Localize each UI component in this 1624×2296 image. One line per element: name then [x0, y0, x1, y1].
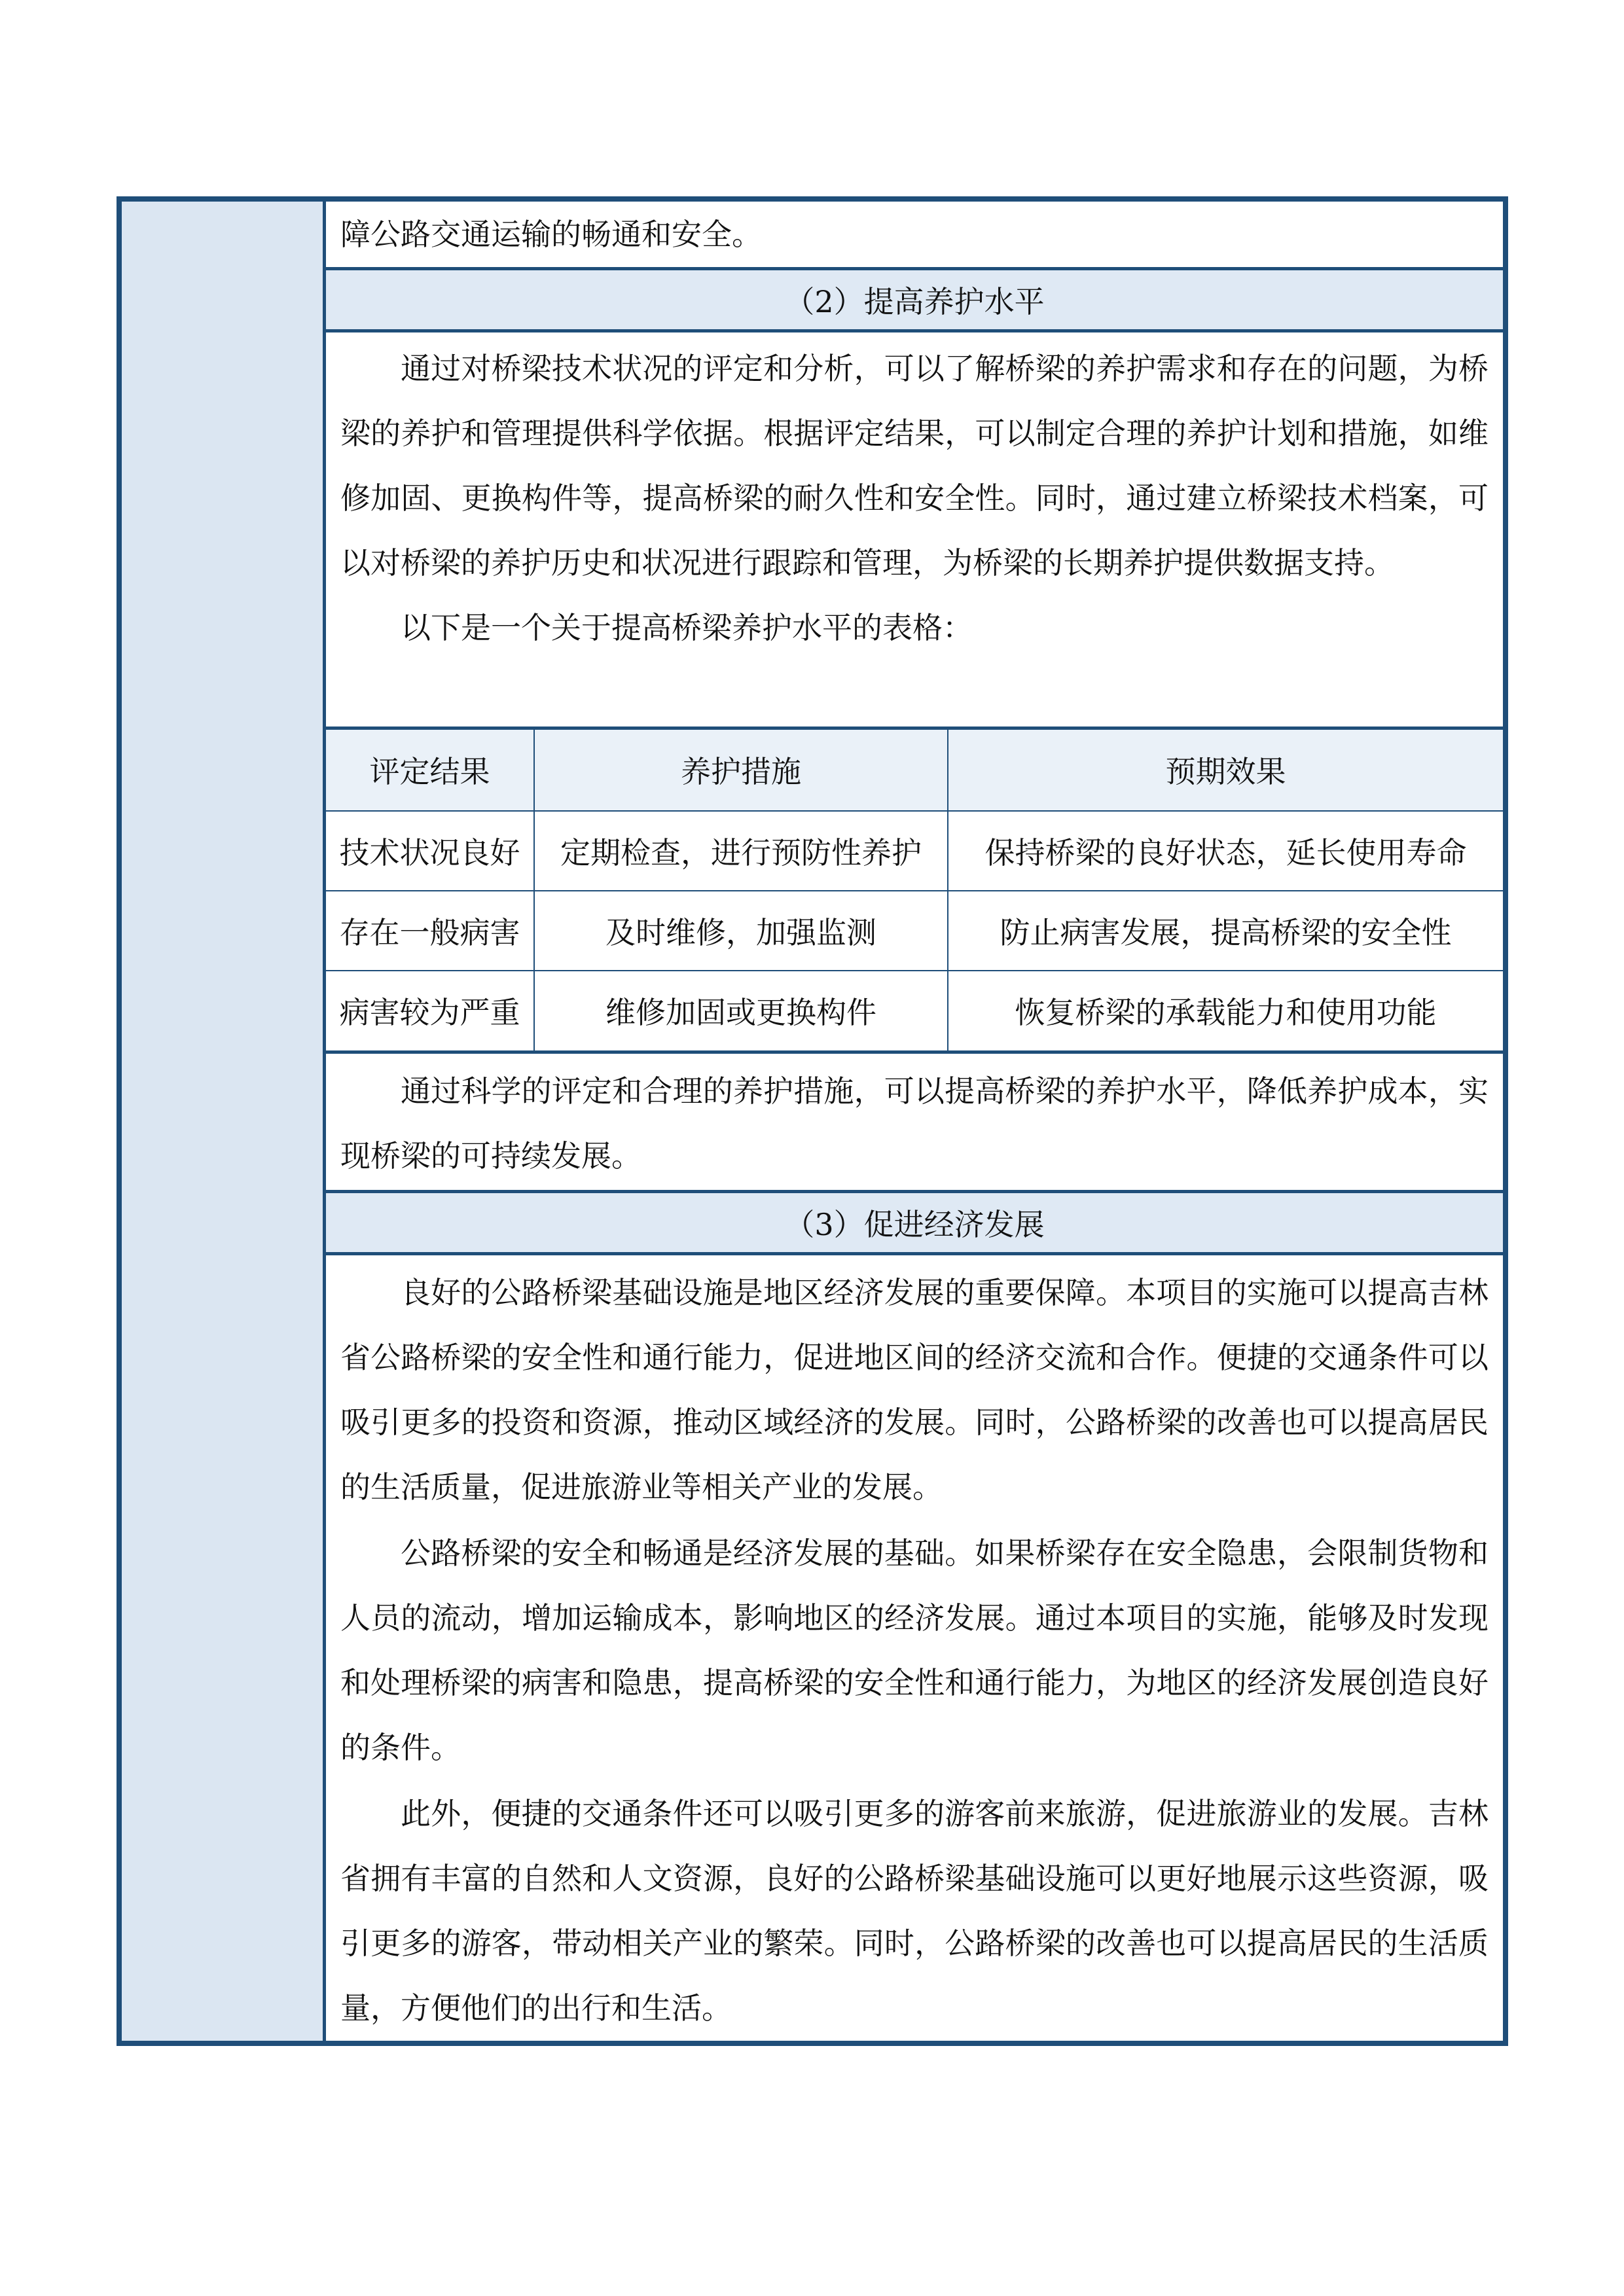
content-column [326, 202, 1503, 2041]
table-cell: 及时维修，加强监测 [534, 891, 948, 971]
table-row [326, 891, 1503, 971]
table-cell: 维修加固或更换构件 [534, 971, 948, 1050]
economy-paragraph-2: 公路桥梁的安全和畅通是经济发展的基础。如果桥梁存在安全隐患，会限制货物和人员的流动，增加运输成本，影响地区的经济发展。通过本项目的实施，能够及时发现和处理桥梁的病害和隐患，提高桥梁的安全性和通行能力，为地区的经济发展创造良好的条件。 [340, 1535, 1489, 1765]
table-row [326, 811, 1503, 891]
table-header-row [326, 730, 1503, 811]
maintenance-paragraph-2: 以下是一个关于提高桥梁养护水平的表格： [401, 609, 973, 645]
left-label-column [122, 202, 326, 2041]
table-header-cell: 养护措施 [534, 730, 948, 811]
economy-body [326, 1255, 1503, 2041]
section-heading-economy: （3）促进经济发展 [326, 1193, 1503, 1255]
table-cell: 定期检查，进行预防性养护 [534, 811, 948, 891]
table-header-cell: 评定结果 [326, 730, 534, 811]
economy-paragraph-3: 此外，便捷的交通条件还可以吸引更多的游客前来旅游，促进旅游业的发展。吉林省拥有丰富的自然和人文资源，良好的公路桥梁基础设施可以更好地展示这些资源，吸引更多的游客，带动相关产业的繁荣。同时，公路桥梁的改善也可以提高居民的生活质量，方便他们的出行和生活。 [340, 1795, 1489, 2026]
table-cell: 技术状况良好 [326, 811, 534, 891]
section-heading-maintenance: （2）提高养护水平 [326, 270, 1503, 332]
maintenance-table-wrapper [326, 730, 1503, 1054]
maintenance-body [326, 332, 1503, 730]
economy-paragraph-1: 良好的公路桥梁基础设施是地区经济发展的重要保障。本项目的实施可以提高吉林省公路桥梁的安全性和通行能力，促进地区间的经济交流和合作。便捷的交通条件可以吸引更多的投资和资源，推动区域经济的发展。同时，公路桥梁的改善也可以提高居民的生活质量，促进旅游业等相关产业的发展。 [340, 1274, 1489, 1505]
continuation-text: 障公路交通运输的畅通和安全。 [340, 217, 762, 253]
table-header-cell: 预期效果 [948, 730, 1503, 811]
table-cell: 防止病害发展，提高桥梁的安全性 [948, 891, 1503, 971]
maintenance-paragraph-3: 通过科学的评定和合理的养护措施，可以提高桥梁的养护水平，降低养护成本，实现桥梁的可持续发展。 [340, 1073, 1489, 1174]
document-table-frame [117, 196, 1508, 2046]
maintenance-table [326, 730, 1503, 1050]
continuation-cell [326, 202, 1503, 270]
table-cell: 存在一般病害 [326, 891, 534, 971]
maintenance-conclusion-cell [326, 1054, 1503, 1194]
table-cell: 病害较为严重 [326, 971, 534, 1050]
maintenance-paragraph-1: 通过对桥梁技术状况的评定和分析，可以了解桥梁的养护需求和存在的问题，为桥梁的养护和管理提供科学依据。根据评定结果，可以制定合理的养护计划和措施，如维修加固、更换构件等，提高桥梁的耐久性和安全性。同时，通过建立桥梁技术档案，可以对桥梁的养护历史和状况进行跟踪和管理，为桥梁的长期养护提供数据支持。 [340, 350, 1489, 581]
table-cell: 恢复桥梁的承载能力和使用功能 [948, 971, 1503, 1050]
table-cell: 保持桥梁的良好状态，延长使用寿命 [948, 811, 1503, 891]
table-row [326, 971, 1503, 1050]
